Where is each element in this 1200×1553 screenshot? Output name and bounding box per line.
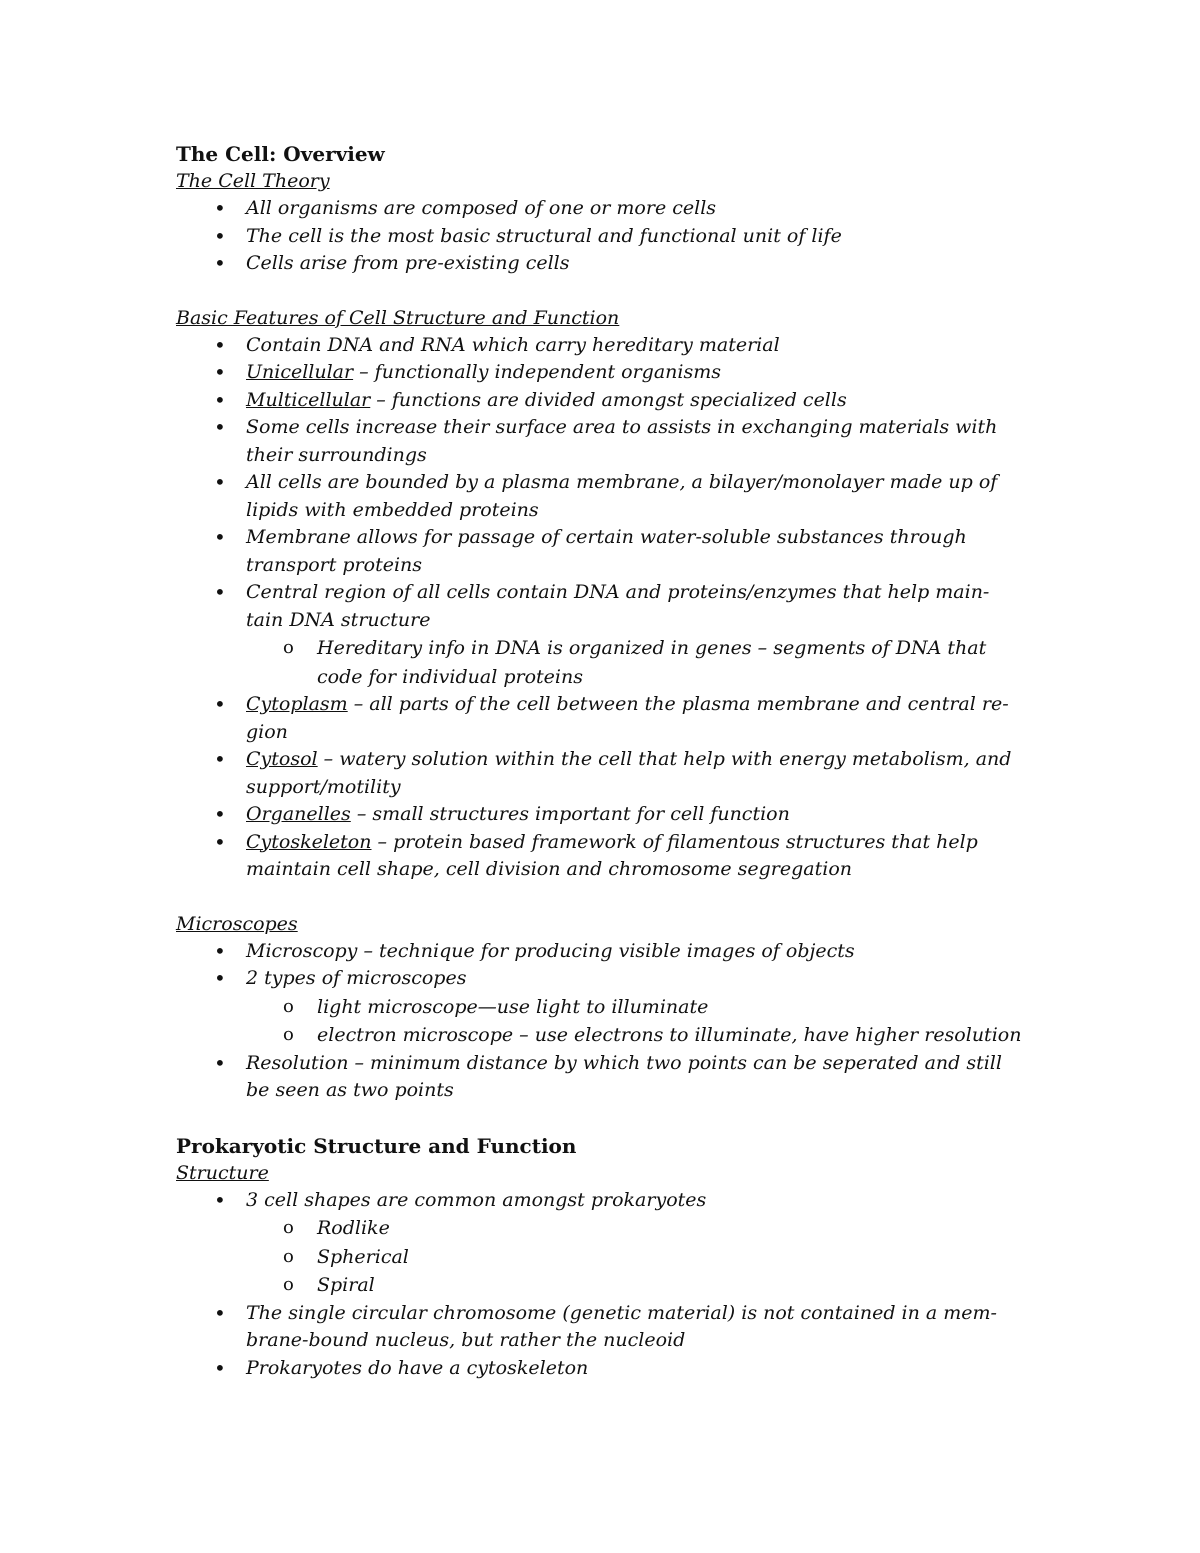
list-item-text: code for individual proteins [317,665,583,688]
term-organelles: Organelles [246,803,351,825]
list-item-text: maintain cell shape, cell division and chromosome segregation [246,858,852,880]
list-item-text: Spherical [317,1245,409,1268]
list-item-text: The cell is the most basic structural and functional unit of life [246,224,842,247]
list-item-text: – all parts of the cell between the plasma membrane and central re- [347,693,1009,715]
list-item [176,1355,1036,1383]
bullet-icon: • [214,802,226,826]
bullet-icon: • [214,1187,226,1212]
bullet-icon: • [214,1355,226,1380]
list-item [176,1300,1036,1355]
list-item [176,1187,1036,1215]
list-item [176,223,1036,251]
list-item-text: – watery solution within the cell that help with energy metabolism, and [317,748,1012,770]
list-item-text: tain DNA structure [246,608,431,631]
list-item-text: 2 types of microscopes [246,967,467,989]
bullet-icon: • [214,580,226,604]
list-item-text: – functionally independent organisms [353,361,721,383]
list-item [176,250,1036,278]
bullet-icon: • [214,829,226,854]
list-item [176,579,1036,634]
bullet-icon: • [214,251,226,275]
list-item-text: Contain DNA and RNA which carry hereditary material [246,333,780,356]
sub-list-item [176,1243,1036,1272]
bullet-icon: • [214,360,226,384]
structure-list [176,1187,1036,1383]
sub-list-item [176,634,1036,691]
microscopes-list [176,938,1036,1105]
sub-list-item [176,1214,1036,1243]
list-item-text: Hereditary info in DNA is organized in genes – segments of DNA that [317,637,987,659]
bullet-icon: • [214,223,226,248]
list-item [176,414,1036,469]
circle-bullet-icon: o [283,637,294,658]
section-title-prokaryotic: Prokaryotic Structure and Function [176,1133,577,1158]
term-unicellular: Unicellular [246,361,354,383]
list-item-text: electron microscope – use electrons to illuminate, have higher resolution [317,1024,1022,1046]
list-item [176,1050,1036,1105]
list-item-text: gion [246,720,288,743]
list-item [176,938,1036,966]
term-cytoskeleton: Cytoskeleton [246,830,372,853]
bullet-icon: • [214,196,226,220]
term-multicellular: Multicellular [246,388,371,411]
bullet-icon: • [214,415,226,439]
list-item-text: – small structures important for cell function [350,803,790,825]
bullet-icon: • [214,332,226,357]
bullet-icon: • [214,1050,226,1075]
list-item [176,387,1036,415]
list-item [176,965,1036,993]
list-item [176,746,1036,801]
bullet-icon: • [214,387,226,412]
subheading-structure: Structure [176,1161,269,1184]
subheading-cell-theory: The Cell Theory [176,170,330,192]
bullet-icon: • [214,966,226,990]
circle-bullet-icon: o [283,1024,294,1045]
bullet-icon: • [214,938,226,963]
term-cytoplasm: Cytoplasm [246,693,348,715]
sub-list-item [176,1021,1036,1050]
spacer [176,1105,1036,1132]
sub-list-item [176,993,1036,1022]
list-item-text: their surroundings [246,443,427,466]
list-item-text: Membrane allows for passage of certain water-soluble substances through [246,526,967,548]
list-item [176,469,1036,524]
bullet-icon: • [214,1300,226,1325]
list-item [176,359,1036,387]
list-item-text: support/motility [246,775,401,798]
basic-features-list [176,332,1036,884]
circle-bullet-icon: o [283,1274,294,1295]
list-item-text: – functions are divided amongst specialized cells [370,388,847,411]
list-item-text: Cells arise from pre-existing cells [246,252,570,274]
list-item-text: All cells are bounded by a plasma membrane, a bilayer/monolayer made up of [246,471,998,493]
circle-bullet-icon: o [283,995,294,1017]
bullet-icon: • [214,747,226,771]
list-item-text: lipids with embedded proteins [246,498,539,521]
bullet-icon: • [214,692,226,716]
subheading-basic-features: Basic Features of Cell Structure and Function [176,306,620,329]
spacer [176,278,1036,305]
list-item [176,195,1036,223]
list-item-text: Prokaryotes do have a cytoskeleton [246,1356,589,1379]
list-item-text: transport proteins [246,553,423,576]
cell-theory-list [176,195,1036,278]
section-title-cell-overview: The Cell: Overview [176,142,385,166]
spacer [176,884,1036,911]
list-item-text: Resolution – minimum distance by which two points can be seperated and still [246,1051,1002,1074]
list-item [176,801,1036,829]
list-item [176,332,1036,360]
list-item-text: – protein based framework of filamentous structures that help [371,830,978,853]
list-item-text: 3 cell shapes are common amongst prokaryotes [246,1188,707,1211]
list-item-text: brane-bound nucleus, but rather the nucleoid [246,1329,686,1351]
list-item-text: Spiral [317,1274,375,1296]
list-item-text: be seen as two points [246,1079,454,1101]
circle-bullet-icon: o [283,1217,294,1238]
list-item-text: light microscope—use light to illuminate [317,995,709,1018]
list-item-text: Central region of all cells contain DNA and proteins/enzymes that help main- [246,581,990,603]
list-item-text: The single circular chromosome (genetic material) is not contained in a mem- [246,1301,997,1324]
term-cytosol: Cytosol [246,748,318,770]
circle-bullet-icon: o [283,1245,294,1267]
document-page [176,140,1036,1382]
list-item [176,524,1036,579]
bullet-icon: • [214,525,226,549]
list-item-text: Some cells increase their surface area to assists in exchanging materials with [246,416,998,438]
bullet-icon: • [214,470,226,494]
subheading-microscopes: Microscopes [176,912,298,935]
list-item [176,691,1036,746]
list-item [176,829,1036,884]
list-item-text: Microscopy – technique for producing visible images of objects [246,939,855,962]
list-item-text: All organisms are composed of one or more cells [246,197,717,219]
sub-list-item [176,1271,1036,1300]
list-item-text: Rodlike [317,1217,390,1239]
